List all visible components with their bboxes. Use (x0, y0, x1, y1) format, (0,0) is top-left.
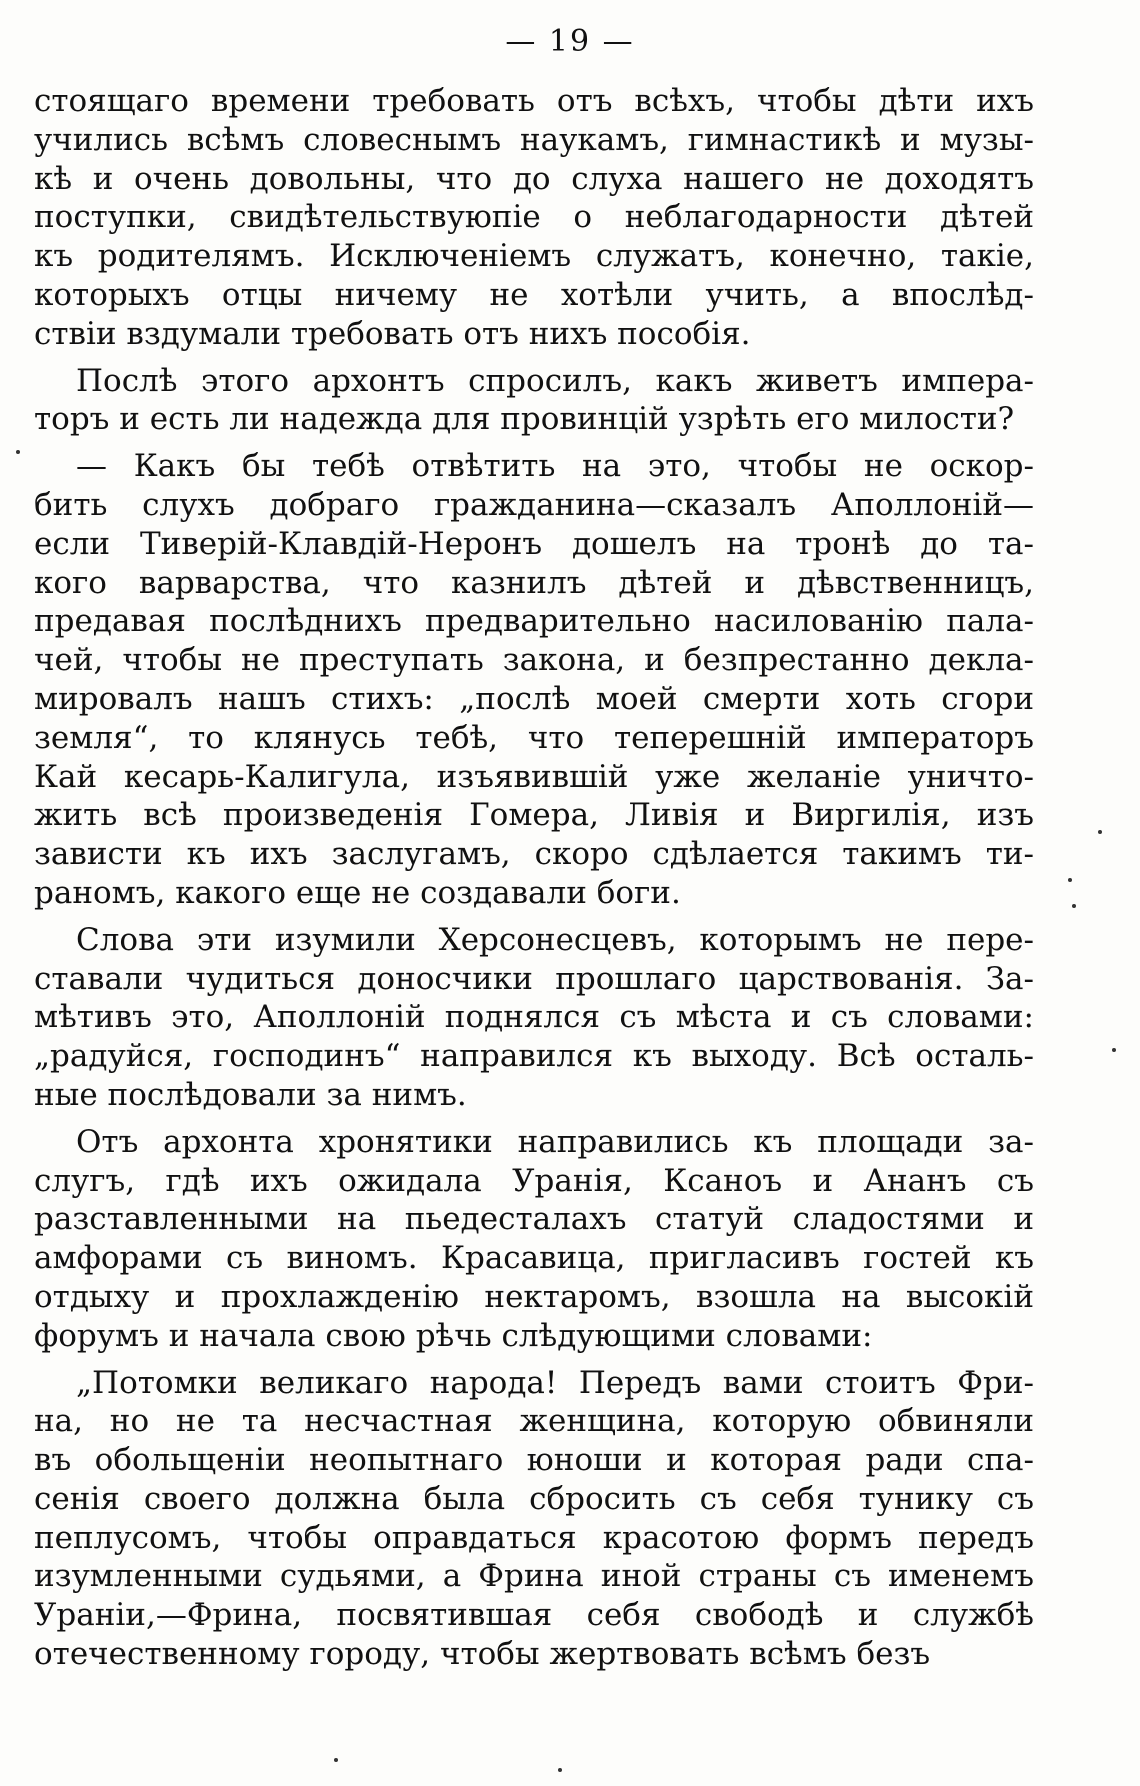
text-line: ставали чудиться доносчики прошлаго царствованія. За- (34, 960, 1034, 997)
text-line: предавая послѣднихъ предварительно насилованію пала- (34, 603, 1034, 640)
text-line: чей, чтобы не преступать закона, и безпрестанно декла- (34, 642, 1034, 679)
text-line: учились всѣмъ словеснымъ наукамъ, гимнастикѣ и музы- (34, 121, 1034, 158)
text-line: „Потомки великаго народа! Передъ вами стоитъ Фри- (76, 1364, 1034, 1401)
text-line: „радуйся, господинъ“ направился къ выходу. Всѣ осталь- (34, 1038, 1034, 1075)
paragraph (34, 82, 1034, 354)
paragraph (34, 447, 1034, 913)
text-line: бить слухъ добраго гражданина—сказалъ Аполлоній— (34, 486, 1034, 523)
text-line: если Тиверій-Клавдій-Неронъ дошелъ на тронѣ до та- (34, 525, 1034, 562)
text-line: въ обольщеніи неопытнаго юноши и которая ради спа- (34, 1442, 1034, 1479)
text-line: ствіи вздумали требовать отъ нихъ пособія. (34, 315, 751, 352)
text-line: ные послѣдовали за нимъ. (34, 1076, 467, 1113)
text-line: — Какъ бы тебѣ отвѣтить на это, чтобы не оскор- (76, 448, 1034, 485)
text-line: къ родителямъ. Исключеніемъ служатъ, конечно, такіе, (34, 238, 1034, 275)
paragraph-gap (34, 913, 1034, 921)
paragraph (34, 1364, 1034, 1674)
text-line: пеплусомъ, чтобы оправдаться красотою формъ передъ (34, 1519, 1034, 1556)
text-line: жить всѣ произведенія Гомера, Ливія и Виргилія, изъ (34, 797, 1034, 834)
text-line: слугъ, гдѣ ихъ ожидала Уранія, Ксаноъ и Ананъ съ (34, 1162, 1034, 1199)
text-line: форумъ и начала свою рѣчь слѣдующими словами: (34, 1317, 873, 1354)
page-number: — 19 — (505, 24, 635, 59)
text-line: Отъ архонта хронятики направились къ площади за- (76, 1123, 1034, 1160)
text-line: раномъ, какого еще не создавали боги. (34, 874, 681, 911)
text-line: сенія своего должна была сбросить съ себя тунику съ (34, 1480, 1034, 1517)
paragraph (34, 362, 1034, 440)
text-line: стоящаго времени требовать отъ всѣхъ, чтобы дѣти ихъ (34, 83, 1034, 119)
ink-speck (1068, 878, 1072, 882)
text-line: на, но не та несчастная женщина, которую обвиняли (34, 1403, 1034, 1440)
text-line: разставленными на пьедесталахъ статуй сладостями и (34, 1201, 1034, 1238)
text-line: кѣ и очень довольны, что до слуха нашего не доходятъ (34, 160, 1034, 197)
body-text (34, 82, 1034, 1674)
text-line: поступки, свидѣтельствуюпіе о неблагодарности дѣтей (34, 199, 1034, 236)
text-line: зависти къ ихъ заслугамъ, скоро сдѣлается такимъ ти- (34, 836, 1034, 873)
text-line: отечественному городу, чтобы жертвовать всѣмъ безъ (34, 1636, 931, 1673)
text-line: Слова эти изумили Херсонесцевъ, которымъ не пере- (76, 921, 1034, 958)
paragraph-gap (34, 354, 1034, 362)
ink-speck (1072, 904, 1076, 908)
paragraph (34, 1123, 1034, 1356)
text-line: мѣтивъ это, Аполлоній поднялся съ мѣста и съ словами: (34, 999, 1034, 1036)
text-line: Послѣ этого архонтъ спросилъ, какъ живетъ импера- (76, 362, 1034, 399)
text-line: которыхъ отцы ничему не хотѣли учить, а впослѣд- (34, 276, 1034, 313)
text-line: изумленными судьями, а Фрина иной страны съ именемъ (34, 1558, 1034, 1595)
paragraph (34, 921, 1034, 1115)
ink-speck (1098, 830, 1102, 834)
text-line: Ураніи,—Фрина, посвятившая себя свободѣ и службѣ (34, 1597, 1034, 1634)
paragraph-gap (34, 1115, 1034, 1123)
ink-speck (334, 1758, 338, 1762)
text-line: кого варварства, что казнилъ дѣтей и дѣвственницъ, (34, 564, 1034, 601)
paragraph-gap (34, 439, 1034, 447)
ink-speck (1112, 1048, 1116, 1052)
ink-speck (16, 450, 20, 454)
text-line: мировалъ нашъ стихъ: „послѣ моей смерти хоть сгори (34, 680, 1034, 717)
text-line: отдыху и прохлажденію нектаромъ, взошла на высокій (34, 1278, 1034, 1315)
paragraph-gap (34, 1356, 1034, 1364)
text-line: земля“, то клянусь тебѣ, что теперешній императоръ (34, 719, 1034, 756)
ink-speck (558, 1768, 562, 1772)
text-line: Кай кесарь-Калигула, изъявившій уже желаніе уничто- (34, 758, 1034, 795)
text-line: амфорами съ виномъ. Красавица, пригласивъ гостей къ (34, 1240, 1034, 1277)
text-line: торъ и есть ли надежда для провинцій узрѣть его милости? (34, 401, 1015, 438)
